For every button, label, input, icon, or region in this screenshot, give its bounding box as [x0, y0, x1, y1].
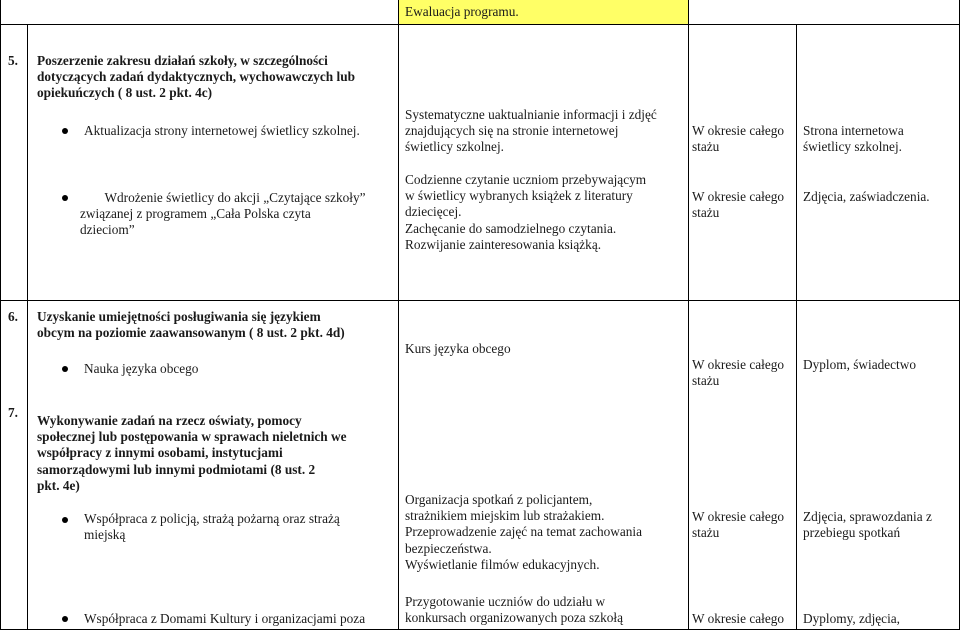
evidence-text: Dyplomy, zdjęcia, — [803, 611, 900, 626]
task-text: Współpraca z Domami Kultury i organizacjami poza — [84, 611, 366, 626]
column-divider — [0, 0, 1, 630]
method-text: Codzienne czytanie uczniom przebywającym w świetlicy wybranych książek z literatury dziecięcej. Zachęcanie do samodzielnego czytania. Rozwijanie zainteresowania książką. — [405, 172, 647, 252]
time-text: W okresie całego — [692, 611, 785, 626]
task-text: Wdrożenie świetlicy do akcji „Czytające szkoły” związanej z programem „Cała Polska czyta dzieciom” — [80, 190, 366, 238]
task-text: Aktualizacja strony internetowej świetlicy szkolnej. — [84, 123, 360, 138]
row-heading: Uzyskanie umiejętności posługiwania się językiem obcym na poziomie zaawansowanym ( 8 ust. 2 pkt. 4d) — [37, 309, 345, 341]
row-divider — [0, 300, 960, 301]
time-text: W okresie całego stażu — [692, 357, 785, 389]
time-text: W okresie całego stażu — [692, 189, 785, 221]
bullet-icon — [62, 366, 68, 372]
column-divider — [688, 0, 689, 630]
time-text: W okresie całego stażu — [692, 123, 785, 155]
method-text: Systematyczne uaktualnianie informacji i zdjęć znajdujących się na stronie internetowej świetlicy szkolnej. — [405, 107, 657, 155]
column-divider — [398, 0, 399, 630]
method-text: Organizacja spotkań z policjantem, strażnikiem miejskim lub strażakiem. Przeprowadzenie zajęć na temat zachowania bezpieczeństwa. Wyświetlanie filmów edukacyjnych. — [405, 492, 642, 572]
method-text: Kurs języka obcego — [405, 341, 511, 356]
bullet-icon — [62, 616, 68, 622]
row-number: 7. — [8, 405, 18, 420]
table-border-top — [0, 24, 960, 25]
column-divider — [27, 24, 28, 630]
method-text: Przygotowanie uczniów do udziału w konkursach organizowanych poza szkołą — [405, 594, 623, 626]
evidence-text: Zdjęcia, sprawozdania z przebiegu spotkań — [803, 509, 932, 541]
task-text: Nauka języka obcego — [84, 361, 199, 376]
row-number: 5. — [8, 53, 18, 68]
bullet-icon — [62, 128, 68, 134]
top-cell-text: Ewaluacja programu. — [405, 4, 519, 19]
evidence-text: Strona internetowa świetlicy szkolnej. — [803, 123, 904, 155]
row-number: 6. — [8, 309, 18, 324]
bullet-icon — [62, 517, 68, 523]
time-text: W okresie całego stażu — [692, 509, 785, 541]
bullet-icon — [62, 195, 68, 201]
evidence-text: Zdjęcia, zaświadczenia. — [803, 189, 930, 204]
evidence-text: Dyplom, świadectwo — [803, 357, 917, 372]
task-text: Współpraca z policją, strażą pożarną oraz strażą miejską — [84, 511, 340, 543]
row-heading: Poszerzenie zakresu działań szkoły, w szczególności dotyczących zadań dydaktycznych, wychowawczych lub opiekuńczych ( 8 ust. 2 pkt. 4c) — [37, 53, 356, 101]
column-divider — [796, 24, 797, 630]
row-heading: Wykonywanie zadań na rzecz oświaty, pomocy społecznej lub postępowania w sprawach nieletnich we współpracy z innymi osobami, instytucjami samorządowymi lub innymi podmiotami (8 ust. 2 pkt. 4e) — [37, 413, 347, 493]
